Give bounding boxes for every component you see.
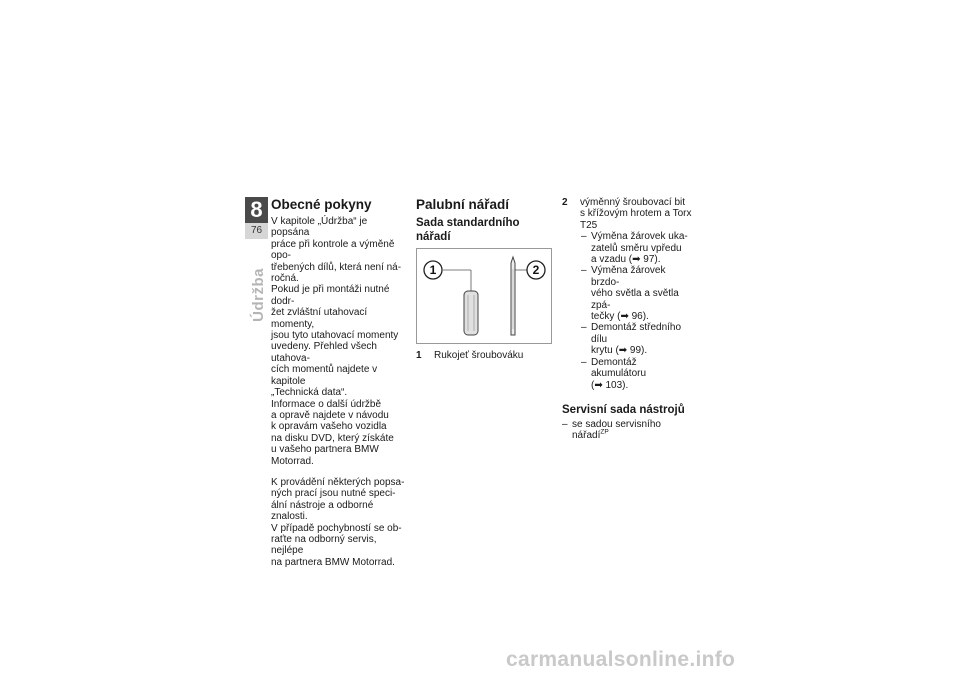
subitem [581, 357, 694, 391]
subheading-standard-toolkit: Sada standardního nářadí [416, 217, 520, 243]
subitem-text: Demontáž akumulátoru (➡ 103). [591, 356, 647, 391]
caption-item-1 [416, 350, 552, 361]
column-bit-details [562, 197, 694, 442]
chapter-side-title: Údržba [250, 268, 267, 322]
callout-1: 1 [429, 263, 437, 277]
heading-general-notes: Obecné pokyny [271, 197, 372, 212]
dash: – [581, 322, 587, 334]
dash: – [581, 356, 587, 368]
dash: – [581, 231, 587, 243]
toolkit-illustration [416, 248, 552, 344]
subitem-text: Demontáž středního dílu krytu (➡ 99). [591, 322, 682, 357]
dash: – [581, 265, 587, 277]
subitem-text: Výměna žárovek brzdo- vého světla a světla zpá- tečky (➡ 96). [591, 265, 679, 323]
paragraph-special-tools: K provádění některých popsa- ných prací jsou nutné speci- ální nástroje a odborné znalosti. V případě pochybností se ob- raťte na odborný servis, nejlépe na partnera BMW Motorrad. [271, 476, 405, 568]
subitem [581, 265, 694, 322]
paragraph-maintenance-intro: V kapitole „Údržba“ je popsána práce při kontrole a výměně opo- třebených dílů, která není ná- ročná. Pokud je při montáži nutné dodr- žet zvláštní utahovací momenty, jsou tyto utahovací momenty uvedeny. Přehled všech utahova- cích momentů najdete v kapitole „Technická data“. Informace o další údržbě a opravě najdete v návodu k opravám vašeho vozidla na disku DVD, který získáte u vašeho partnera BMW Motorrad. [271, 216, 402, 467]
caption-number: 1 [416, 350, 422, 361]
service-superscript: ZP [600, 428, 609, 436]
column-general-notes [271, 197, 408, 568]
service-text-main: se sadou servisního nářadí [572, 418, 661, 442]
service-text [572, 419, 694, 442]
caption-text: Rukojeť šroubováku [434, 350, 524, 361]
subitem [581, 231, 694, 265]
column-onboard-tools [416, 197, 552, 361]
heading-onboard-tools: Palubní nářadí [416, 197, 510, 212]
watermark: carmanualsonline.info [506, 648, 736, 671]
item-text: výměnný šroubovací bit s křížovým hrotem a Torx T25 [580, 197, 692, 231]
item-2 [562, 197, 694, 231]
page-number: 76 [245, 223, 268, 239]
screwdriver-illustration [417, 249, 551, 343]
dash: – [562, 418, 568, 430]
callout-2: 2 [532, 263, 540, 277]
subitem [581, 322, 694, 356]
chapter-number: 8 [245, 197, 268, 223]
heading-service-toolkit: Servisní sada nástrojů [562, 403, 685, 416]
item-number: 2 [562, 197, 568, 208]
service-item [562, 419, 694, 442]
subitem-text: Výměna žárovek uka- zatelů směru vpředu a vzadu (➡ 97). [591, 231, 688, 266]
